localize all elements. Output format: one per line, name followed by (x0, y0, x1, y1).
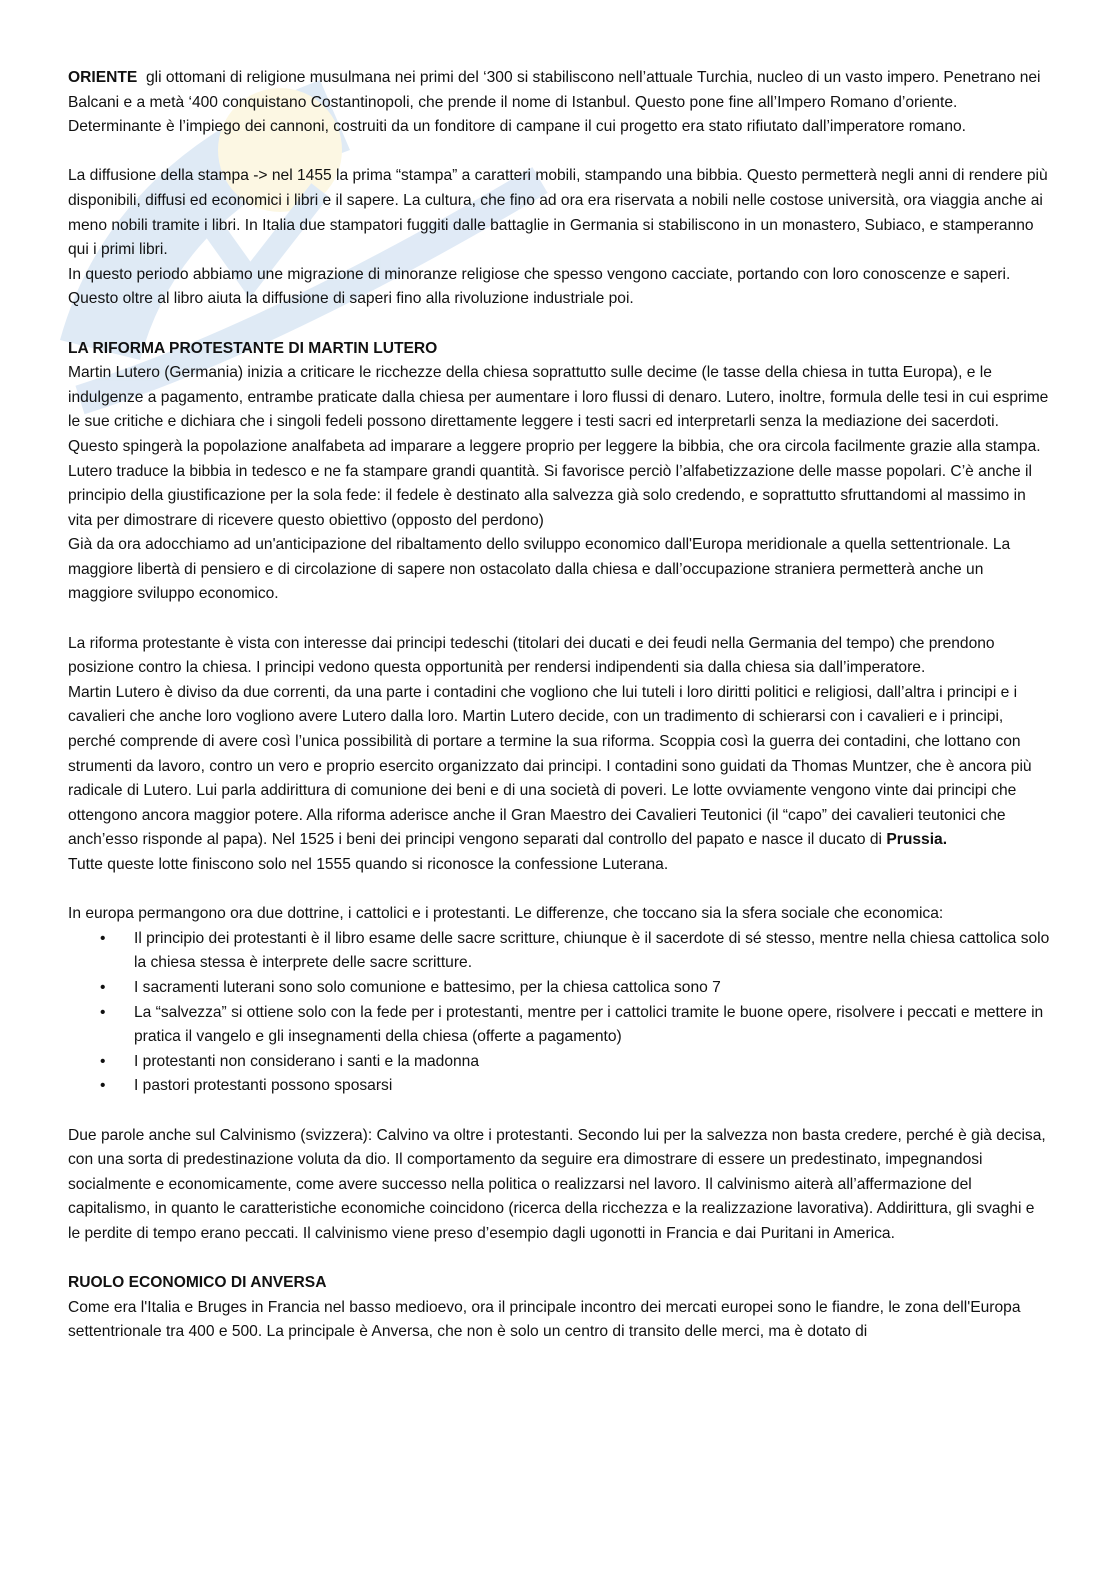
text-prussia: Prussia. (886, 831, 948, 849)
list-item: • I pastori protestanti possono sposarsi (68, 1074, 1050, 1099)
paragraph-riforma-4 (68, 681, 1050, 853)
paragraph-anversa: Come era l'Italia e Bruges in Francia nel basso medioevo, ora il principale incontro dei mercati europei sono le fiandre, le zona dell'Europa settentrionale tra 400 e 500. La principale è Anversa, che non è solo un centro di transito delle merci, ma è dotato di (68, 1298, 1021, 1341)
list-item: • I sacramenti luterani sono solo comunione e battesimo, per la chiesa cattolica sono 7 (68, 976, 1050, 1001)
bullet-icon: • (100, 1077, 106, 1095)
paragraph-riforma-5: Tutte queste lotte finiscono solo nel 1555 quando si riconosce la confessione Luterana. (68, 856, 669, 873)
paragraph-calvinismo: Due parole anche sul Calvinismo (svizzera): Calvino va oltre i protestanti. Secondo lui per la salvezza non basta credere, perché è già decisa, con una sorta di predestinazione voluta da dio. Il comportamento da seguire era dimostrare di essere un predestinato, impegnandosi socialmente e economicamente, come avere successo nella politica o realizzarsi nel lavoro. Il calvinismo aiterà all’affermazione del capitalismo, in quanto le caratteristiche economiche coincidono (ricerca della ricchezza e la realizzazione lavorativa). Addirittura, gli svaghi e le perdite di tempo erano peccati. Il calvinismo viene preso d’esempio dagli ugonotti in Francia e dai Puritani in America. (68, 1126, 1046, 1242)
paragraph-riforma-6: In europa permangono ora due dottrine, i cattolici e i protestanti. Le differenze, che toccano sia la sfera sociale che economica: (68, 905, 944, 923)
bullet-icon: • (100, 978, 106, 996)
heading-anversa: RUOLO ECONOMICO DI ANVERSA (68, 1274, 327, 1292)
list-item: • I protestanti non considerano i santi e la madonna (68, 1050, 1050, 1075)
paragraph-stampa-2: In questo periodo abbiamo une migrazione di minoranze religiose che spesso vengono cacciate, portando con loro conoscenze e saperi. Questo oltre al libro aiuta la diffusione di saperi fino alla rivoluzione industriale poi. (68, 265, 1011, 308)
bullet-icon: • (100, 1003, 106, 1021)
label-oriente: ORIENTE (68, 69, 138, 86)
text-oriente: gli ottomani di religione musulmana nei primi del ‘300 si stabiliscono nell’attuale Turchia, nucleo di un vasto impero. Penetrano nei Balcani e a metà ‘400 conquistano Costantinopoli, che prende il nome di Istanbul. Questo pone fine all’Impero Romano d’oriente. Determinante è l’impiego dei cannoni, costruiti da un fonditore di campane il cui progetto era stato rifiutato dall’imperatore romano. (68, 69, 1041, 136)
text-riforma-4: Martin Lutero è diviso da due correnti, da una parte i contadini che vogliono che lui tuteli i loro diritti politici e religiosi, dall’altra i principi e i cavalieri che anche loro vogliono avere Lutero dalla loro. Martin Lutero decide, con un tradimento di schierarsi con i cavalieri e i principi, perché comprende di avere così l’unica possibilità di portare a termine la sua riforma. Scoppia così la guerra dei contadini, che lottano con strumenti da lavoro, contro un vero e proprio esercito organizzato dai principi. I contadini sono guidati da Thomas Muntzer, che è ancora più radicale di Lutero. Lui parla addirittura di comunione dei beni e di una società di poveri. Le lotte ovviamente vengono vinte dai principi che ottengono ancora maggior potere. Alla riforma aderisce anche il Gran Maestro dei Cavalieri Teutonici (il “capo” dei cavalieri teutonici che anch’esso risponde al papa). Nel 1525 i beni dei principi vengono separati dal controllo del papato e nasce il ducato di (68, 683, 1032, 849)
list-item: • La “salvezza” si ottiene solo con la fede per i protestanti, mentre per i cattolici tramite le buone opere, risolvere i peccati e mettere in pratica il vangelo e gli insegnamenti della chiesa (offerte a pagamento) (68, 1001, 1050, 1050)
differences-list (68, 927, 1050, 1099)
list-item: • Il principio dei protestanti è il libro esame delle sacre scritture, chiunque è il sacerdote di sé stesso, mentre nella chiesa cattolica solo la chiesa stessa è interprete delle sacre scritture. (68, 927, 1050, 976)
bullet-icon: • (100, 1052, 106, 1070)
paragraph-oriente (68, 66, 1050, 140)
paragraph-stampa-1: La diffusione della stampa -> nel 1455 la prima “stampa” a caratteri mobili, stampando una bibbia. Questo permetterà negli anni di rendere più disponibili, diffusi ed economici i libri e il sapere. La cultura, che fino ad ora era riservata a nobili nelle costose università, ora viaggia anche ai meno nobili tramite i libri. In Italia due stampatori fuggiti dalle battaglie in Germania si stabiliscono in un monastero, Subiaco, e stamperanno qui i primi libri. (68, 167, 1048, 259)
bullet-icon: • (100, 929, 106, 947)
paragraph-riforma-1: Martin Lutero (Germania) inizia a criticare le ricchezze della chiesa soprattutto sulle decime (le tasse della chiesa in tutta Europa), e le indulgenze a pagamento, entrambe praticate dalla chiesa per aumentare i loro flussi di denaro. Lutero, inoltre, formula delle tesi in cui esprime le sue critiche e dichiara che i singoli fedeli possono direttamente leggere i testi sacri ed interpretarli senza la mediazione dei sacerdoti. Questo spingerà la popolazione analfabeta ad imparare a leggere proprio per leggere la bibbia, che ora circola facilmente grazie alla stampa. Lutero traduce la bibbia in tedesco e ne fa stampare grandi quantità. Si favorisce perciò l’alfabetizzazione delle masse popolari. C’è anche il principio della giustificazione per la sola fede: il fedele è destinato alla salvezza già solo credendo, e soprattutto sfruttandomi al massimo in vita per dimostrare di ricevere questo obiettivo (opposto del perdono) (68, 364, 1049, 529)
document-page (68, 66, 1050, 1345)
paragraph-riforma-3: La riforma protestante è vista con interesse dai principi tedeschi (titolari dei ducati e dei feudi nella Germania del tempo) che prendono posizione contro la chiesa. I principi vedono questa opportunità per rendersi indipendenti sia dalla chiesa sia dall’imperatore. (68, 634, 995, 677)
heading-riforma: LA RIFORMA PROTESTANTE DI MARTIN LUTERO (68, 339, 438, 357)
paragraph-riforma-2: Già da ora adocchiamo ad un'anticipazione del ribaltamento dello sviluppo economico dall'Europa meridionale a quella settentrionale. La maggiore libertà di pensiero e di circolazione di sapere non ostacolato dalla chiesa e dall’occupazione straniera permetterà anche un maggiore sviluppo economico. (68, 536, 1011, 603)
